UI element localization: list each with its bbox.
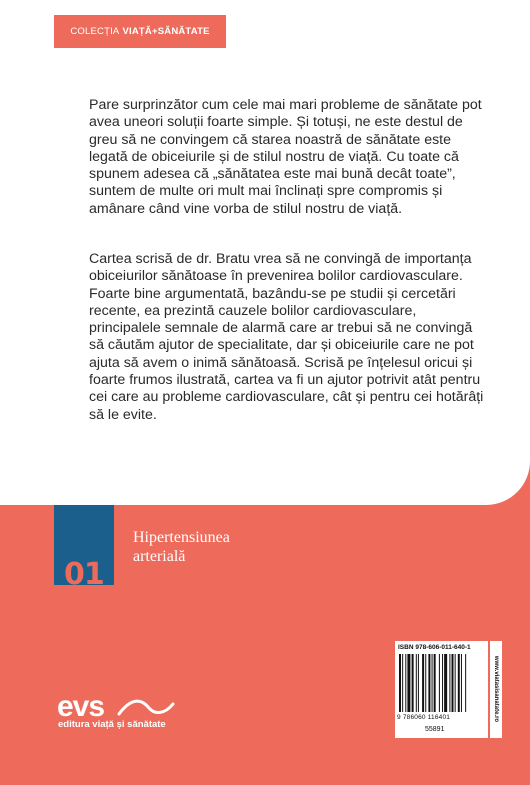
barcode-digits: 9 786060 116401: [397, 714, 451, 721]
description-paragraph-2: Cartea scrisă de dr. Bratu vrea să ne convingă de importanța obiceiurilor sănătoase în prevenirea bolilor cardiovasculare. Foarte bine argumentată, bazându-se pe studii și cercetări recente, ea prezintă cauzele bolilor cardiovasculare, principalele semnale de alarmă care ar trebui să ne convingă să căutăm ajutor de specialitate, dar și obiceiurile care ne pot ajuta să avem o inimă sănătoasă. Scrisă pe înțelesul oricui și foarte frumos ilustrată, cartea va fi un ajutor potrivit atât pentru cei care au probleme cardiovasculare, cât și pentru cei hotărâți să le evite.: [89, 251, 484, 423]
series-title: [133, 528, 313, 566]
product-code-box: [395, 724, 488, 738]
website-strip: [490, 641, 502, 738]
collection-label: [54, 15, 226, 48]
product-code: 55891: [425, 726, 445, 733]
logo-swoosh-icon: [117, 696, 175, 718]
series-title-line-2: arterială: [133, 548, 186, 565]
logo-wordmark: evs: [57, 690, 105, 723]
collection-prefix: COLECȚIA: [70, 26, 120, 37]
barcode-bars: [398, 654, 485, 714]
description-paragraph-1: Pare surprinzător cum cele mai mari probleme de sănătate pot avea uneori soluții foarte simple. Și totuși, ne este destul de greu să ne convingem că starea noastră de sănătate este legată de obiceiurile și de stilul nostru de viață. Cu toate că spunem adesea că „sănătatea este mai bună decât toate”, suntem de multe ori mult mai înclinați spre compromis și amânare când vine vorba de stilul nostru de viață.: [89, 97, 482, 217]
publisher-name: editura viață și sănătate: [58, 719, 166, 730]
publisher-logo: [57, 692, 187, 742]
collection-name: VIAȚĂ+SĂNĂTATE: [122, 26, 210, 37]
series-number: 01: [64, 560, 104, 585]
series-title-line-1: Hipertensiunea: [133, 529, 230, 546]
website-url: www.viatasisanatate.ro: [493, 655, 499, 723]
isbn-text: ISBN 978-606-011-640-1: [398, 644, 471, 651]
